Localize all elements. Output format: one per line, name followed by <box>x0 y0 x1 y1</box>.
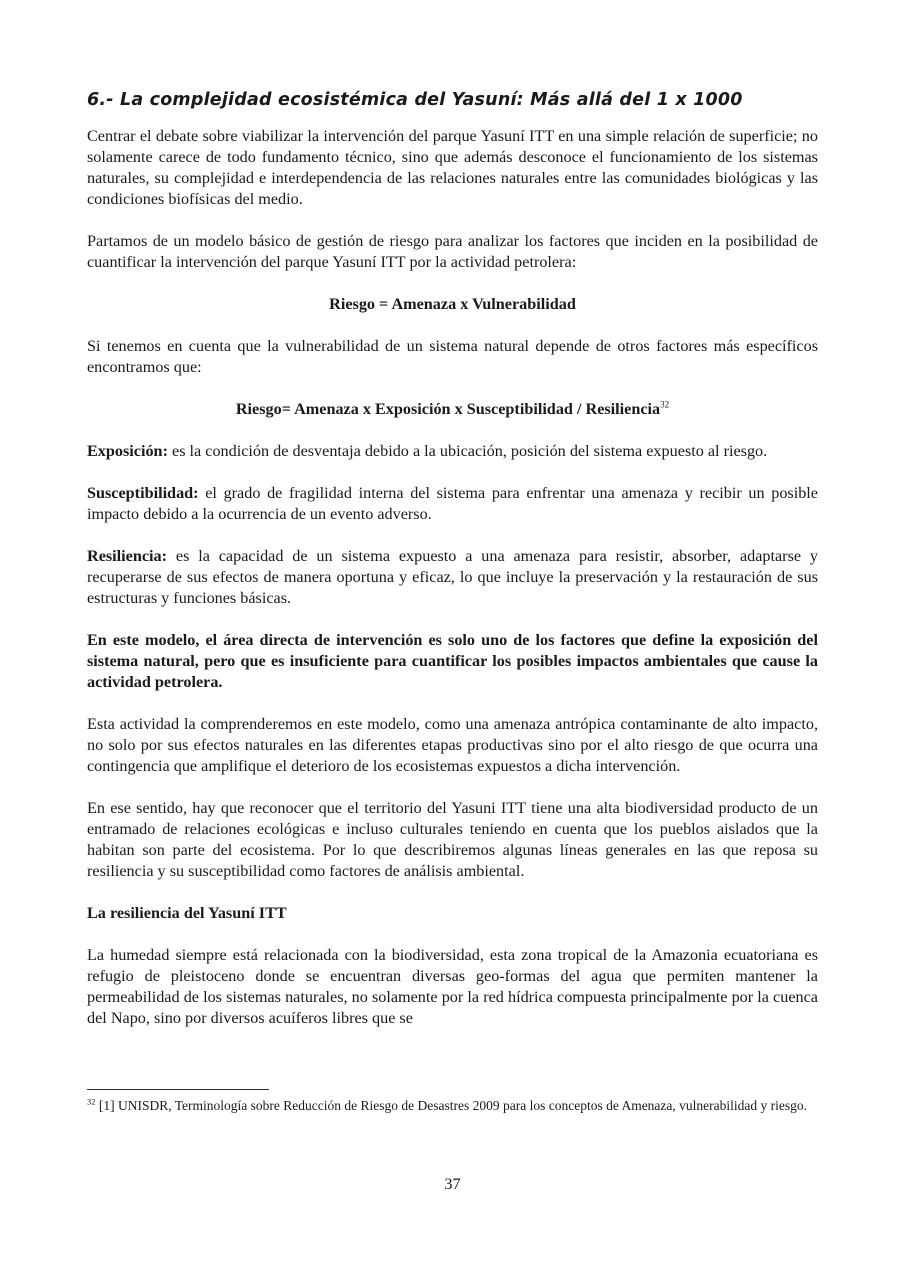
definition-text: el grado de fragilidad interna del sistema para enfrentar una amenaza y recibir un posible impacto debido a la ocurrencia de un evento adverso. <box>87 484 818 523</box>
footnote-divider <box>87 1089 269 1090</box>
formula-text: Riesgo= Amenaza x Exposición x Susceptibilidad / Resiliencia <box>235 400 661 418</box>
footnote-reference: 32 <box>660 399 670 410</box>
footnote <box>87 1096 818 1116</box>
paragraph-vulnerability: Si tenemos en cuenta que la vulnerabilidad de un sistema natural depende de otros factores más específicos encontramos que: <box>87 337 818 376</box>
page-body <box>87 88 818 1050</box>
paragraph-territory: En ese sentido, hay que reconocer que el territorio del Yasuni ITT tiene una alta biodiversidad producto de un entramado de relaciones ecológicas e incluso culturales teniendo en cuenta que los pueblos aislados que la habitan son parte del ecosistema. Por lo que describiremos algunas líneas generales en las que reposa su resiliencia y su susceptibilidad como factores de análisis ambiental. <box>87 799 818 880</box>
definition-exposicion <box>87 441 818 462</box>
page-number: 37 <box>444 1175 461 1193</box>
paragraph-intro: Centrar el debate sobre viabilizar la intervención del parque Yasuní ITT en una simple relación de superficie; no solamente carece de todo fundamento técnico, sino que además desconoce el funcionamiento de los sistemas naturales, su complejidad e interdependencia de las relaciones naturales entre las comunidades biológicas y las condiciones biofísicas del medio. <box>87 127 818 208</box>
definition-term: Susceptibilidad: <box>87 484 199 502</box>
footnote-number: 32 <box>87 1096 96 1107</box>
definition-resiliencia <box>87 546 818 609</box>
definition-susceptibilidad <box>87 483 818 525</box>
definition-text: es la capacidad de un sistema expuesto a una amenaza para resistir, absorber, adaptarse y recuperarse de sus efectos de manera oportuna y eficaz, lo que incluye la preservación y la restauración de sus estructuras y funciones básicas. <box>87 547 818 607</box>
section-heading: 6.- La complejidad ecosistémica del Yasuní: Más allá del 1 x 1000 <box>87 90 743 110</box>
paragraph-activity: Esta actividad la comprenderemos en este modelo, como una amenaza antrópica contaminante de alto impacto, no solo por sus efectos naturales en las diferentes etapas productivas sino por el alto riesgo de que ocurra una contingencia que amplifique el deterioro de los ecosistemas expuestos a dicha intervención. <box>87 715 818 775</box>
paragraph-bold-emphasis: En este modelo, el área directa de intervención es solo uno de los factores que define la exposición del sistema natural, pero que es insuficiente para cuantificar los posibles impactos ambientales que cause la actividad petrolera. <box>87 631 818 691</box>
subsection-heading: La resiliencia del Yasuní ITT <box>87 904 287 922</box>
definition-term: Exposición: <box>87 442 168 460</box>
definition-term: Resiliencia: <box>87 547 168 565</box>
paragraph-model: Partamos de un modelo básico de gestión de riesgo para analizar los factores que inciden en la posibilidad de cuantificar la intervención del parque Yasuní ITT por la actividad petrolera: <box>87 232 818 271</box>
definition-text: es la condición de desventaja debido a la ubicación, posición del sistema expuesto al riesgo. <box>167 442 768 460</box>
formula-risk-extended <box>87 399 818 420</box>
formula-risk-basic: Riesgo = Amenaza x Vulnerabilidad <box>329 295 576 313</box>
paragraph-humidity: La humedad siempre está relacionada con la biodiversidad, esta zona tropical de la Amazonia ecuatoriana es refugio de pleistoceno donde se encuentran diversas geo-formas del agua que permiten mantener la permeabilidad de los sistemas naturales, no solamente por la red hídrica compuesta principalmente por la cuenca del Napo, sino por diversos acuíferos libres que se <box>87 946 818 1027</box>
footnote-text: [1] UNISDR, Terminología sobre Reducción de Riesgo de Desastres 2009 para los conceptos de Amenaza, vulnerabilidad y riesgo. <box>95 1098 807 1113</box>
